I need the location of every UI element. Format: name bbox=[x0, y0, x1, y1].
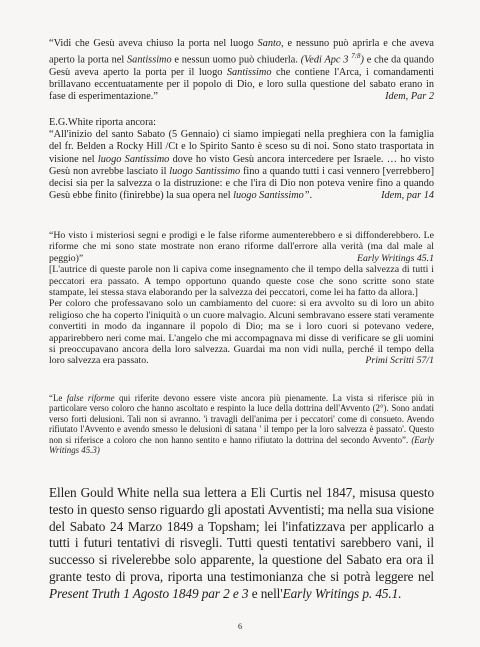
quote-block-3 bbox=[49, 230, 434, 367]
quote-text: che contiene l'Arca, i comandamenti brillavano eccentuatamente per il popolo di Dio, e loro sulla questione del sabato erano in fase di esperimentazione.” bbox=[49, 66, 434, 103]
citation: Idem, Par 2 bbox=[385, 91, 434, 103]
editorial-note: [L'autrice di queste parole non li capiva come insegnamento che il tempo della salvezza di tutti i peccatori era passato. A tempo opportuno quando queste cose che sono scritte sono state stampate, lei stessa stava elaborando per la salvezza dei peccatori, come lei ha fatto da allora.] bbox=[49, 264, 434, 299]
quote-text: “All'inizio del santo Sabato (5 Gennaio) ci siamo impiegati nella preghiera con la famiglia del fr. Belden a Rocky Hill /Ct e lo Spirito Santo è sceso su di noi. Sono stato trasportata in visione nel bbox=[49, 129, 434, 165]
body-paragraph bbox=[49, 485, 434, 603]
quote-paragraph bbox=[49, 393, 434, 455]
quote-text: “Vidi che Gesù aveva chiuso la porta nel luogo bbox=[49, 38, 258, 49]
quote-text: , e nessuno può aprirla e che aveva aperto la porta nel bbox=[49, 38, 434, 66]
quote-text: “Ho visto i misteriosi segni e prodigi e le false riforme aumenterebbero e si diffonderebbero. Le riforme che mi sono state mostrate non erano riforme dall'errore alla verità (ma dal male al peggio)” bbox=[49, 230, 434, 264]
body-block bbox=[49, 485, 434, 603]
quote-paragraph bbox=[49, 230, 434, 264]
scripture-reference: (Vedi Apc 3 bbox=[300, 54, 352, 66]
scripture-reference: ) bbox=[360, 54, 364, 66]
emphasis: Santissimo bbox=[127, 54, 172, 66]
quote-block-1 bbox=[49, 38, 434, 103]
quote-text: . bbox=[309, 190, 313, 202]
source-reference: Present Truth 1 Agosto 1849 par 2 e 3 bbox=[49, 585, 249, 601]
emphasis: false riforme bbox=[66, 393, 115, 403]
body-text: e nell' bbox=[248, 585, 283, 601]
quote-paragraph bbox=[49, 298, 434, 366]
quote-text: e nessun uomo può chiuderla. bbox=[171, 54, 301, 66]
page-number: 6 bbox=[238, 622, 242, 631]
quote-text: e che da quando Gesù aveva aperto la porta per il luogo bbox=[49, 54, 434, 78]
body-text: Ellen Gould White nella sua lettera a Eli Curtis nel 1847, misusa questo testo in questo senso riguardo gli apostati Avventisti; ma nella sua visione del Sabato 24 Marzo 1849 a Topsham; lei l'infatizzava per applicarlo a tutti i futuri tentativi di risvegli. Tutti questi tentativi sarebbero vani, il successo si rivelerebbe solo apparente, la questione del Sabato era ora il grante testo di prova, riporta una testimonianza che si potrà leggere nel bbox=[49, 485, 434, 584]
emphasis: luogo Santissimo bbox=[169, 165, 241, 177]
quote-block-2 bbox=[49, 117, 434, 202]
quote-block-4 bbox=[49, 393, 434, 455]
verse-superscript: 7:8 bbox=[351, 52, 361, 61]
quote-text: “Le bbox=[49, 393, 67, 403]
citation: Primi Scritti 57/1 bbox=[365, 355, 434, 367]
quote-paragraph bbox=[49, 38, 434, 103]
quote-paragraph bbox=[49, 129, 434, 202]
quote-text: qui riferite devono essere viste ancora più pienamente. La vista si riferisce più in particolare verso coloro che hanno ascoltato e respinto la luce della dottrina dell'Avvento (2°). Sono andati verso forti delusioni. Tali non si avranno. 'i travagli dell'anima per i peccatori' come di consueto. Avendo rifiutato l'Avvento e avendo smesso le delusioni di satana ' il tempo per la loro salvezza è passato'. Questo non si riferisce a coloro che non hanno sentito e hanno rifiutato la dottrina del secondo Avvento”. bbox=[49, 393, 434, 445]
emphasis: luogo Santissimo” bbox=[233, 190, 310, 202]
quote-text: Per coloro che professavano solo un cambiamento del cuore: si era avvolto su di loro un abito religioso che ha coperto l'iniquità o un cuore malvagio. Alcuni sembravano essere stati veramente convertiti in modo da ingannare il popolo di Dio; ma se i loro cuori si potevano vedere, apparirebbero neri come mai. L'angelo che mi accompagnava mi disse di verificare se gli uomini si preoccupavano ancora della loro salvezza. Guardai ma non vidi nulla, perché il tempo della loro salvezza era passato. bbox=[49, 298, 434, 367]
quote-text: fino a quando tutti i casi vennero [verrebbero] decisi sia per la salvezza o la distruzione: e che l'ira di Dio non poteva venire fino a quando Gesù ebbe finito (finirebbe) la sua opera nel bbox=[49, 165, 435, 202]
source-reference: Early Writings p. 45.1. bbox=[282, 585, 402, 601]
emphasis: luogo Santissimo bbox=[97, 153, 170, 165]
emphasis: Santissimo bbox=[226, 66, 272, 78]
quote-text: dove ho visto Gesù ancora intercedere per Israele. … ho visto Gesù non avrebbe lasciato il bbox=[49, 153, 435, 177]
intro-line: E.G.White riporta ancora: bbox=[49, 117, 156, 128]
citation: Idem, par 14 bbox=[381, 190, 434, 202]
citation: Early Writings 45.1 bbox=[356, 252, 434, 264]
emphasis: Santo bbox=[257, 38, 282, 49]
citation: (Early Writings 45.3) bbox=[49, 434, 434, 456]
